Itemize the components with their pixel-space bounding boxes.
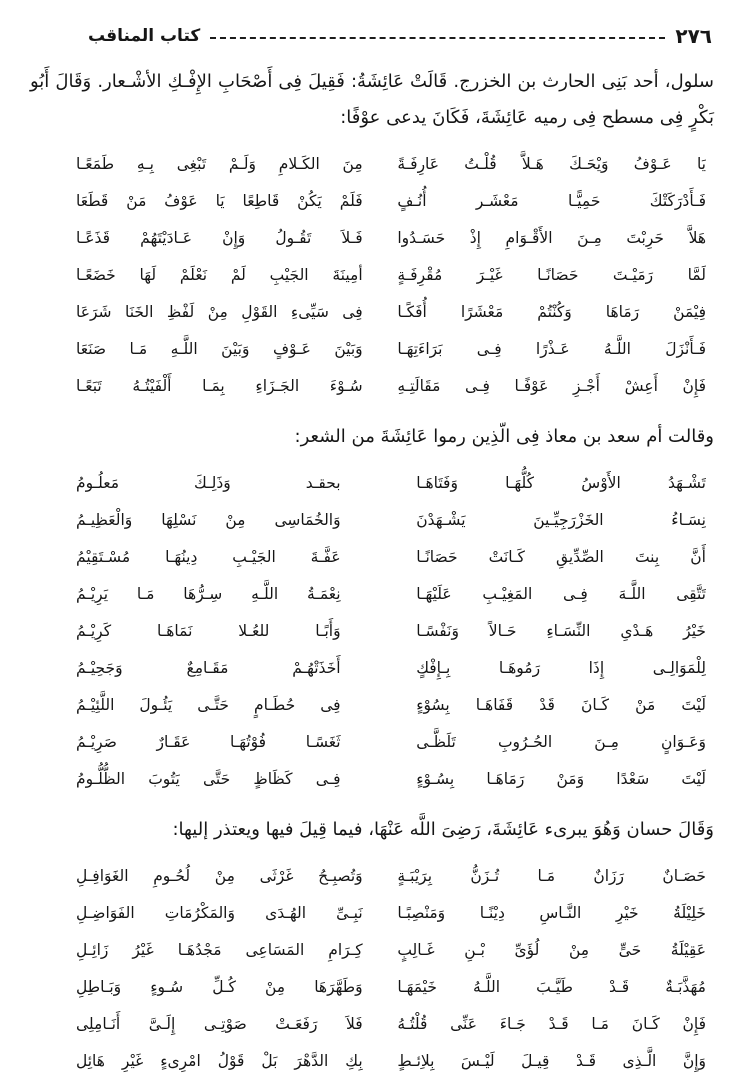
verse-row xyxy=(76,539,706,576)
hemistich-right: تَشْـهَدُ الأَوْسُ كُلُّهَـا وَفَتَاهَـا xyxy=(416,474,706,492)
verse-row xyxy=(76,613,706,650)
hemistich-left: فِى سَيِّىءِ القَوْلِ مِنْ لَفْظِ الخَنَا شَرَعَا xyxy=(76,303,363,321)
verse-row xyxy=(76,465,706,502)
hemistich-left: فَـلاَ تَقُـولُ وَإِنْ عَـادَيْتَهُمْ قَذَعًـا xyxy=(76,229,363,247)
verse-row xyxy=(76,146,706,183)
verse-row xyxy=(76,687,706,724)
hemistich-right: فَإِنْ أَعِشْ أَجْـزِ عَوْفًـا فِـى مَقَالَتِـهِ xyxy=(397,377,706,395)
hemistich-right: أَنَّ بِنتَ الصِّدِّيقِ كَـانَتْ حَصَانًـا xyxy=(416,548,706,566)
hemistich-right: هَلاَّ حَرِبْتَ مِـنَ الأَقْـوَامِ إِذْ حَسَـدُوا xyxy=(397,229,706,247)
hemistich-right: يَا عَـوْفُ وَيْحَـكَ هَـلاَّ قُلْـتُ عَارِفَـةً xyxy=(397,155,706,173)
hemistich-left: فِى حُطَـامٍ حَتَّـى يَئُـولَ اللَّئِيْـمُ xyxy=(76,696,341,714)
hemistich-left: فَلَمْ يَكُنْ قَاطِعًا يَا عَوْفُ مَنْ قَطَعَا xyxy=(76,192,363,210)
verse-row xyxy=(76,220,706,257)
hemistich-left: سُـوْءَ الجَـزَاءِ بِمَـا أَلْفَيْتُـهُ تَبَعًـا xyxy=(76,377,363,395)
poem-abu-bakr xyxy=(76,146,706,405)
hemistich-right: فَإِنْ كَـانَ مَـا قَـدْ جَـاءَ عَنِّى قُلْتُـهُ xyxy=(397,1015,706,1033)
hemistich-right: حَصَـانٌ رَزَانٌ مَـا تُـزَنُّ بِرَيْبَـةٍ xyxy=(397,867,706,885)
hemistich-left: فِـى كَظَاظٍ حَتَّى يَتُوبَ الظُّلُّـومُ xyxy=(76,770,341,788)
hemistich-left: ثَغَسًـا فُوْتُهَـا عَقَـارٌ صَرِيْـمُ xyxy=(76,733,341,751)
verse-row xyxy=(76,368,706,405)
poem-umm-saad xyxy=(76,465,706,798)
verse-row xyxy=(76,1006,706,1043)
hemistich-right: لِلْمَوَالِـى إِذَا رَمُوهَـا بِـإِفْكٍ xyxy=(416,659,706,677)
hemistich-left: وَتُصبِـحُ غَرْثَى مِنْ لُحُـومِ الغَوَافِـلِ xyxy=(76,867,363,885)
hemistich-left: أَخَذَتْهُـمْ مَقَـامِعٌ وَجَحِيْـمُ xyxy=(76,659,341,677)
hemistich-left: كِـرَامِ المَسَاعِى مَجْدُهَـا غَيْرُ زَائِـلِ xyxy=(76,941,363,959)
verse-row xyxy=(76,761,706,798)
verse-row xyxy=(76,257,706,294)
hemistich-right: فَـأَنْزَلَ اللَّـهُ عَـذْرًا فِـى بَرَاءَتِهَـا xyxy=(397,340,706,358)
hemistich-right: فِيْمَنْ رَمَاهَا وَكُنْتُمْ مَعْشَرًا أُفَكًـا xyxy=(397,303,706,321)
verse-row xyxy=(76,502,706,539)
hemistich-left: وَبَيْنَ عَـوْفٍ وَبَيْنَ اللَّـهِ مَـا صَنَعَا xyxy=(76,340,363,358)
poem-hassan xyxy=(76,858,706,1080)
header-dashed-rule xyxy=(210,37,665,39)
hemistich-right: لَيْتَ سَعْدًا وَمَنْ رَمَاهَـا بِسُـوْءٍ xyxy=(416,770,706,788)
verse-row xyxy=(76,932,706,969)
hemistich-left: وَأَبًـا للعُـلا نَمَاهَـا كَرِيْـمُ xyxy=(76,622,341,640)
hemistich-left: بِكِ الدَّهْرَ بَلْ قَوْلُ امْرِىءٍ غَيْرِ هَائِل xyxy=(76,1052,363,1070)
hemistich-right: وَعَـوَانٍ مِـنَ الحُـرُوبِ تَلَظَّـى xyxy=(416,733,706,751)
hemistich-right: خَلِيْلَةُ خَيْرِ النَّـاسِ دِيْنًـا وَمَنْصِبًـا xyxy=(397,904,706,922)
verse-row xyxy=(76,895,706,932)
hemistich-left: عَفَّـةَ الجَيْـبِ دِينُهَـا مُسْـتَقِيْمُ xyxy=(76,548,341,566)
verse-row xyxy=(76,1043,706,1080)
hemistich-left: بحقـد وَذَلِـكَ مَعلُـومُ xyxy=(76,474,341,492)
hemistich-right: لَمَّا رَمَيْـتَ حَصَانًـا غَيْـرَ مُقْرِفَـةٍ xyxy=(397,266,706,284)
hemistich-left: نَبِـىِّ الهُـدَى وَالمَكْرُمَاتِ الفَوَاضِـلِ xyxy=(76,904,363,922)
hemistich-left: وَطَهَّرَهَا مِنْ كُـلِّ سُـوءٍ وَبَـاطِلِ xyxy=(76,978,363,996)
verse-row xyxy=(76,331,706,368)
hemistich-left: فَلاَ رَفَعَـتْ صَوْتِـى إِلَـىَّ أَنَـامِلِى xyxy=(76,1015,363,1033)
intro-paragraph: سلول، أحد بَنِى الحارث بن الخزرج. قَالَتْ عَائِشَةُ: فَقِيلَ فِى أَصْحَابِ الإِفْـكِ الأشْـعار. وَقَالَ أَبُو بَكْرٍ فِى مسطح فِى رميه عَائِشَةَ، فَكَانَ يدعى عوْفًا: xyxy=(30,71,714,128)
page-header xyxy=(32,24,712,48)
hemistich-right: خَيْرُ هَـدْىِ النِّسَـاءِ حَـالاً وَنَفْسًـا xyxy=(416,622,706,640)
verse-row xyxy=(76,650,706,687)
verse-row xyxy=(76,294,706,331)
verse-row xyxy=(76,969,706,1006)
book-title: كتاب المناقب xyxy=(88,26,201,46)
hemistich-right: تَتَّقِى اللَّـهَ فِـى المَغِيْـبِ عَلَيْهَـا xyxy=(416,585,706,603)
page-number: ٢٧٦ xyxy=(675,24,712,48)
verse-row xyxy=(76,858,706,895)
verse-row xyxy=(76,183,706,220)
hassan-paragraph: وَقَالَ حسان وَهُوَ يبرىء عَائِشَةَ، رَضِىَ اللَّه عَنْهَا، فيما قِيلَ فيها ويعتذر إليها: xyxy=(172,819,714,840)
hemistich-left: مِنَ الكَـلامِ وَلَـمْ تَبْغِى بِـهِ طَمَعًـا xyxy=(76,155,363,173)
hemistich-right: لَيْتَ مَنْ كَـانَ قَدْ قَفَاهَـا بِسُوْءٍ xyxy=(416,696,706,714)
hemistich-right: عَقِيْلَةُ حَىٍّ مِنْ لُؤَىِّ بْـنِ غَـالِبٍ xyxy=(397,941,706,959)
hemistich-right: وَإِنَّ الَّـذِى قَـدْ قِيـلَ لَيْـسَ بِلاِئـطٍ xyxy=(397,1052,706,1070)
hemistich-left: وَالخُمَاسِى مِنْ نَسْلِهَا وَالْعَظِيـمُ xyxy=(76,511,341,529)
umm-saad-paragraph: وقالت أم سعد بن معاذ فِى الّذِين رموا عَائِشَةَ من الشعر: xyxy=(294,426,714,447)
verse-row xyxy=(76,724,706,761)
hemistich-left: نِعْمَـةُ اللَّـهِ سِـرُّهَا مَـا يَرِيْـمُ xyxy=(76,585,341,603)
hemistich-left: أمِينَةَ الجَيْبِ لَمْ نَعْلَمْ لَهَا خَضَعًـا xyxy=(76,266,363,284)
verse-row xyxy=(76,576,706,613)
hemistich-right: نِسَـاءُ الخَزْرَجِيِّـينَ يَشْـهَدْنَ xyxy=(416,511,706,529)
hemistich-right: فَـأَدْرَكَتْكَ حَمِيًّـا مَعْشَـر أُنُـفٍ xyxy=(397,192,706,210)
hemistich-right: مُهَذَّبَـةٌ قَـدْ طَيَّـبَ اللَّـهُ خَيْمَهَـا xyxy=(397,978,706,996)
